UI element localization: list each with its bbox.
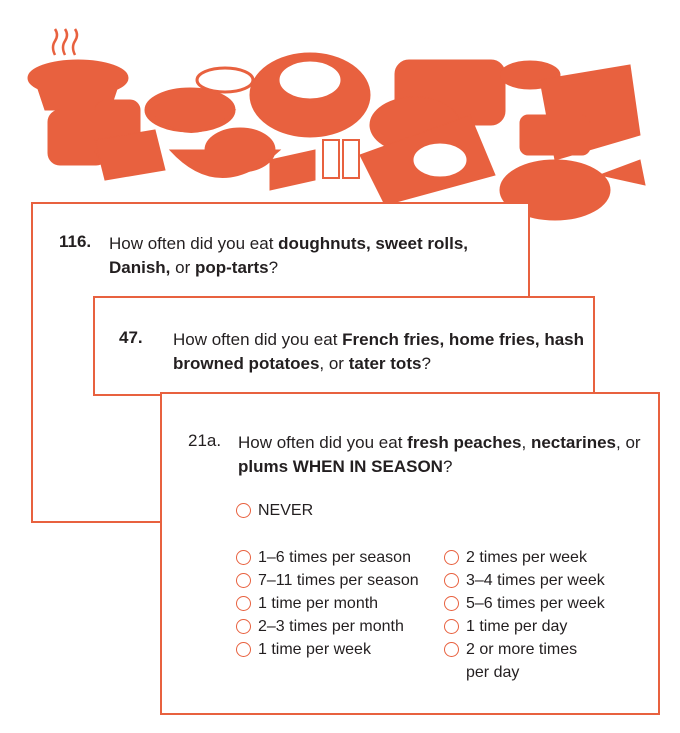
question-connector: or	[170, 258, 195, 277]
question-text	[173, 328, 593, 376]
option-label: 2–3 times per month	[258, 618, 404, 635]
question-connector: , or	[319, 354, 349, 373]
radio-button[interactable]	[444, 550, 459, 565]
option-label: NEVER	[258, 502, 314, 519]
question-separator: ,	[521, 433, 531, 452]
question-number: 47.	[119, 328, 143, 347]
option-label: 2 times per week	[466, 549, 587, 566]
question-prefix: How often did you eat	[109, 234, 279, 253]
question-food-last: pop-tarts	[194, 258, 269, 277]
option-label: 2 or more times per day	[466, 641, 578, 681]
question-food-3: plums WHEN IN SEASON	[238, 457, 443, 476]
question-text	[109, 232, 519, 280]
option-label: 7–11 times per season	[258, 572, 419, 589]
question-separator: , or	[616, 433, 641, 452]
question-suffix: ?	[442, 457, 453, 476]
option-left-5[interactable]	[236, 638, 371, 661]
option-right-5[interactable]	[444, 638, 586, 684]
radio-button[interactable]	[236, 503, 251, 518]
question-prefix: How often did you eat	[173, 330, 343, 349]
question-suffix: ?	[268, 258, 279, 277]
question-number: 116.	[59, 232, 92, 251]
question-suffix: ?	[421, 354, 431, 373]
question-text	[238, 431, 648, 479]
question-food-1: fresh peaches	[407, 433, 522, 452]
option-left-4[interactable]	[236, 615, 404, 638]
option-right-3[interactable]	[444, 592, 605, 615]
radio-button[interactable]	[444, 619, 459, 634]
radio-button[interactable]	[236, 573, 251, 588]
option-label: 1 time per day	[466, 618, 568, 635]
option-label: 1 time per week	[258, 641, 371, 658]
option-label: 1 time per month	[258, 595, 379, 612]
question-card-47	[93, 296, 595, 396]
question-prefix: How often did you eat	[238, 433, 408, 452]
radio-button[interactable]	[236, 642, 251, 657]
radio-button[interactable]	[236, 596, 251, 611]
option-left-3[interactable]	[236, 592, 378, 615]
radio-button[interactable]	[444, 596, 459, 611]
option-left-2[interactable]	[236, 569, 419, 592]
question-card-21a	[160, 392, 660, 715]
radio-button[interactable]	[236, 619, 251, 634]
option-label: 3–4 times per week	[466, 572, 605, 589]
option-label: 5–6 times per week	[466, 595, 605, 612]
question-food-last: tater tots	[348, 354, 422, 373]
option-right-2[interactable]	[444, 569, 605, 592]
option-label: 1–6 times per season	[258, 549, 411, 566]
option-never[interactable]	[236, 499, 313, 522]
option-right-4[interactable]	[444, 615, 567, 638]
radio-button[interactable]	[444, 642, 459, 657]
question-food-items: doughnuts, sweet rolls, Danish,	[109, 234, 469, 277]
question-food-items: French fries, home fries, hash browned potatoes	[173, 330, 585, 373]
radio-button[interactable]	[236, 550, 251, 565]
radio-button[interactable]	[444, 573, 459, 588]
option-right-1[interactable]	[444, 546, 587, 569]
question-food-2: nectarines	[530, 433, 617, 452]
option-left-1[interactable]	[236, 546, 411, 569]
question-number: 21a.	[188, 431, 222, 450]
